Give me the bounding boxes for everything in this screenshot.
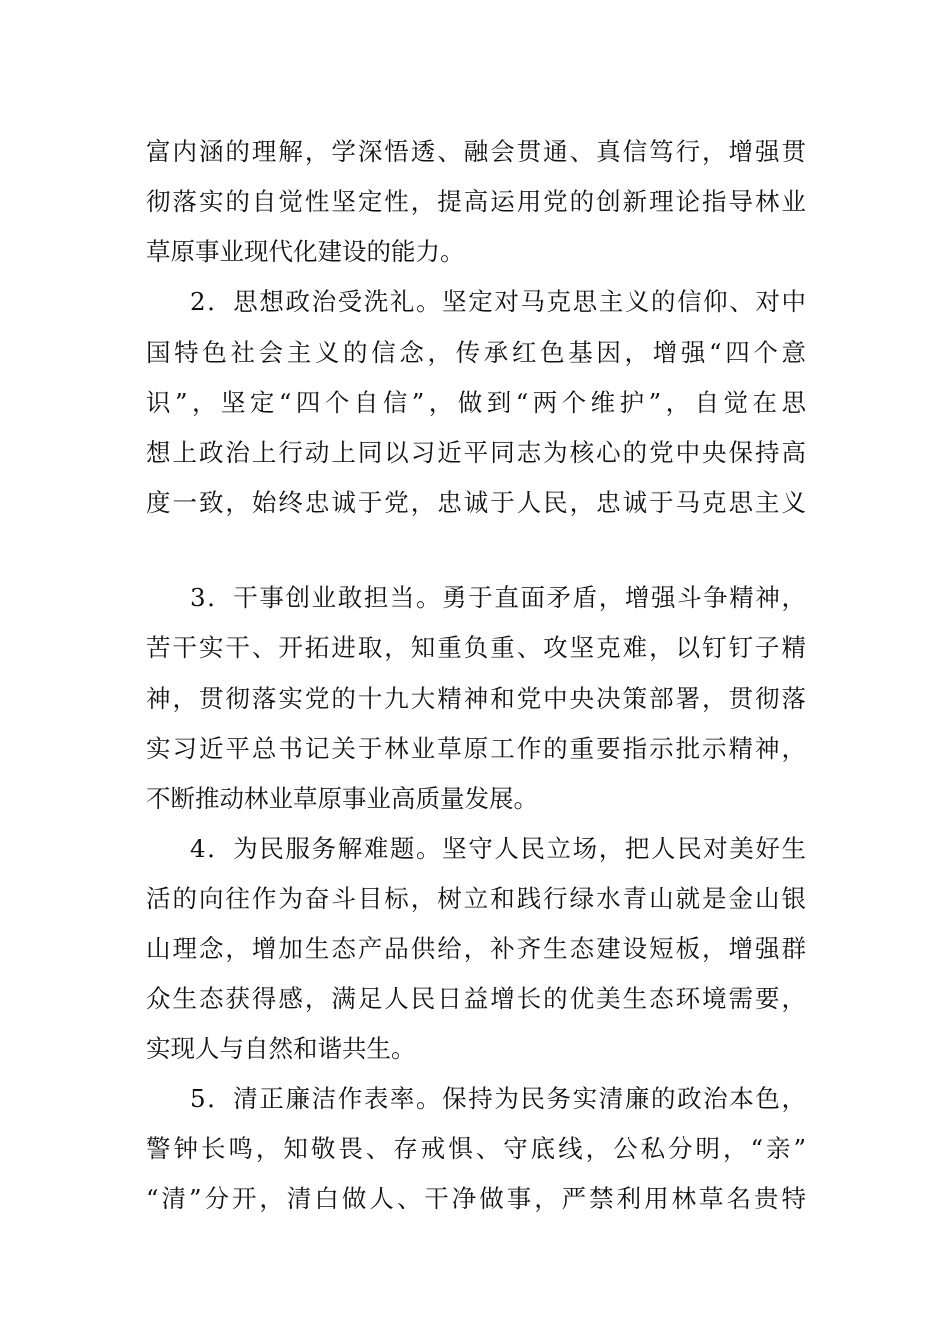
body-text-line: 彻落实的自觉性坚定性，提高运用党的创新理论指导林业 — [146, 187, 806, 216]
body-text-line: 识”，坚定“四个自信”，做到“两个维护”，自觉在思 — [146, 388, 806, 417]
body-text-line: 实习近平总书记关于林业草原工作的重要指示批示精神， — [146, 734, 806, 763]
section-heading-line: 3．干事创业敢担当。勇于直面矛盾，增强斗争精神， — [190, 583, 806, 612]
section-heading-line: 5．清正廉洁作表率。保持为民务实清廉的政治本色， — [190, 1084, 806, 1113]
body-text-line: 不断推动林业草原事业高质量发展。 — [146, 784, 538, 813]
body-text-line: “清”分开，清白做人、干净做事，严禁利用林草名贵特 — [146, 1184, 806, 1213]
body-text-line: 实现人与自然和谐共生。 — [146, 1034, 416, 1063]
body-text-line: 草原事业现代化建设的能力。 — [146, 237, 465, 266]
body-text-line: 警钟长鸣，知敬畏、存戒惧、守底线，公私分明，“亲” — [146, 1134, 806, 1163]
body-text-line: 富内涵的理解，学深悟透、融会贯通、真信笃行，增强贯 — [146, 137, 806, 166]
body-text-line: 活的向往作为奋斗目标，树立和践行绿水青山就是金山银 — [146, 884, 806, 913]
body-text-line: 苦干实干、开拓进取，知重负重、攻坚克难，以钉钉子精 — [146, 633, 806, 662]
body-text-line: 众生态获得感，满足人民日益增长的优美生态环境需要， — [146, 984, 806, 1013]
body-text-line: 想上政治上行动上同以习近平同志为核心的党中央保持高 — [146, 438, 806, 467]
section-heading-line: 2．思想政治受洗礼。坚定对马克思主义的信仰、对中 — [190, 287, 806, 316]
body-text-line: 国特色社会主义的信念，传承红色基因，增强“四个意 — [146, 338, 806, 367]
body-text-line: 神，贯彻落实党的十九大精神和党中央决策部署，贯彻落 — [146, 684, 806, 713]
body-text-line: 度一致，始终忠诚于党，忠诚于人民，忠诚于马克思主义 — [146, 488, 806, 517]
body-text-line: 山理念，增加生态产品供给，补齐生态建设短板，增强群 — [146, 934, 806, 963]
section-heading-line: 4．为民服务解难题。坚守人民立场，把人民对美好生 — [190, 834, 806, 863]
